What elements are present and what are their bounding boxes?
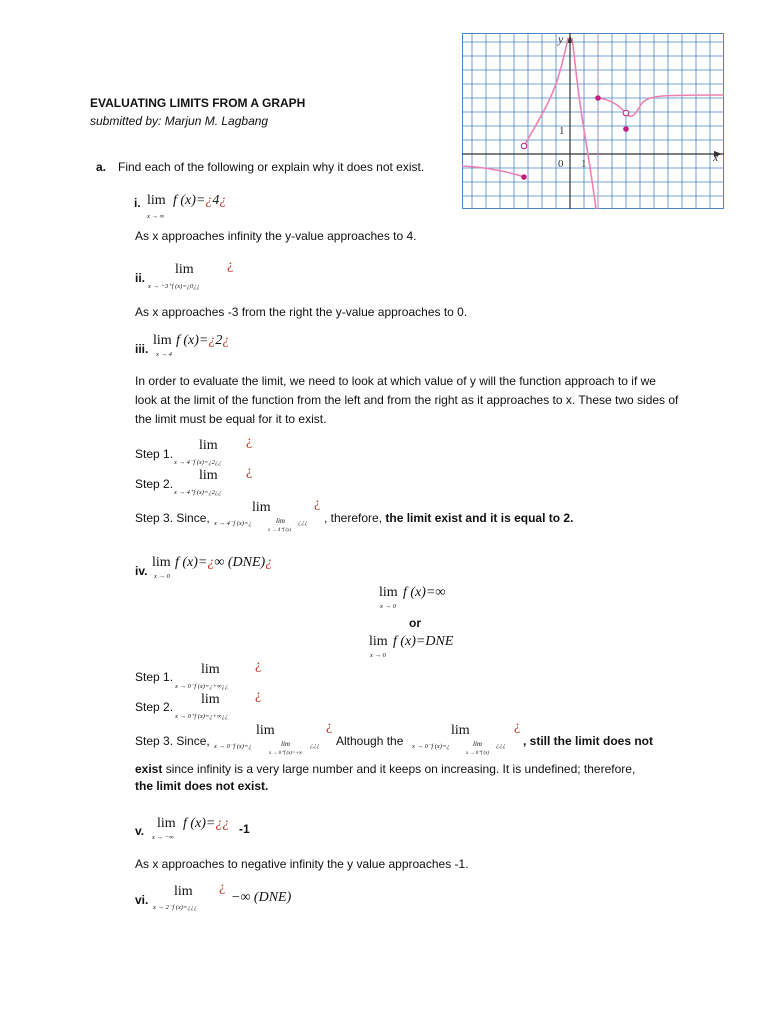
step3-mid: Although the <box>336 734 404 748</box>
sub-small: x → 0⁺f (x) <box>466 751 490 756</box>
unknown-char: ¿ <box>208 333 216 348</box>
expr: f (x)= <box>183 816 216 831</box>
sub-lim: lim <box>473 740 482 748</box>
sub-small: x → 0⁺f (x)=+∞ <box>269 751 303 756</box>
unknown-char: ¿ <box>219 193 227 208</box>
lim-value: 2 <box>215 333 223 348</box>
sub-lim: lim <box>281 740 290 748</box>
lim-subscript: x → 4 <box>156 351 172 358</box>
item-label: i. <box>134 196 141 210</box>
lim-word: lim <box>201 692 220 707</box>
step3-mid <box>324 509 573 528</box>
center-expression-1: f (x)=∞ <box>403 585 446 600</box>
lim-subscript: x → 4⁻f (x)=¿2¿¿ <box>174 459 222 466</box>
unknown-char: ¿ <box>227 258 234 273</box>
unknown-char: ¿ <box>219 880 226 895</box>
answer-ii: As x approaches -3 from the right the y-value approaches to 0. <box>135 305 468 319</box>
lim-word: lim <box>369 634 388 649</box>
item-label: ii. <box>135 271 146 285</box>
lim-subscript: x → 0 <box>380 603 396 610</box>
step-label: Step 2. <box>135 700 174 714</box>
item-label: iii. <box>135 342 149 356</box>
iv-line3 <box>135 777 268 796</box>
lim-word: lim <box>451 723 470 738</box>
x-tick-label: 1 <box>581 158 587 170</box>
expr: f (x)= <box>173 193 206 208</box>
line2-rest: since infinity is a very large number and it keeps on increasing. It is undefined; therefore, <box>162 762 636 776</box>
lim-expression <box>176 333 229 349</box>
lim-word: lim <box>256 723 275 738</box>
lim-word: lim <box>147 193 166 208</box>
lim-expression <box>175 555 272 571</box>
or-label: or <box>409 616 421 630</box>
author-line: submitted by: Marjun M. Lagbang <box>90 114 269 128</box>
origin-label: 0 <box>558 158 564 170</box>
open-point <box>623 110 629 116</box>
lim-subscript: x → 0 <box>154 573 170 580</box>
step-label: Step 1. <box>135 447 174 461</box>
step-label: Step 3. Since, <box>135 511 210 525</box>
y-axis-label: y <box>558 33 564 46</box>
step3-mid-text: , therefore, <box>324 511 383 525</box>
lim-value: 4 <box>212 193 220 208</box>
closed-point <box>595 95 601 101</box>
sub-tail: ¿¿¿ <box>496 742 506 749</box>
lim-subscript: x → ∞ <box>147 213 165 220</box>
item-label: iv. <box>135 564 148 578</box>
answer-i: As x approaches infinity the y-value approaches to 4. <box>135 229 417 243</box>
unknown-char: ¿ <box>265 555 273 570</box>
part-prompt: Find each of the following or explain why it does not exist. <box>118 160 425 174</box>
lim-subscript: x → −3⁺f (x)=¿0¿¿ <box>148 283 200 290</box>
lim-subscript: x → 0⁻f (x)=¿ <box>214 743 252 750</box>
open-point <box>521 143 527 149</box>
unknown-char: ¿ <box>205 193 213 208</box>
answer-v: As x approaches to negative infinity the y value approaches -1. <box>135 857 469 871</box>
item-label: vi. <box>135 893 149 907</box>
period: . <box>265 779 269 793</box>
unknown-char: ¿ <box>246 464 253 479</box>
unknown-char: ¿ <box>326 719 333 734</box>
lim-value: ∞ (DNE) <box>214 555 266 570</box>
expr: f (x)= <box>175 555 208 570</box>
item-i <box>134 194 141 213</box>
lim-word: lim <box>157 816 176 831</box>
lim-subscript: x → 2⁻f (x)=¿¿¿ <box>153 904 198 911</box>
lim-subscript: x → 0⁻f (x)=¿ <box>412 743 450 750</box>
unknown-char: ¿ <box>255 688 262 703</box>
bold-conclusion: the limit does not exist <box>135 779 266 793</box>
function-graph <box>462 33 724 211</box>
unknown-char: ¿ <box>255 658 262 673</box>
sub-tail: ¿¿¿ <box>310 742 320 749</box>
explanation-iii: In order to evaluate the limit, we need to look at which value of y will the function approach to if we look at the limit of the function from the left and from the right as it approaches to x. These two sides of the limit must be equal for it to exist. <box>135 374 679 426</box>
closed-point <box>623 126 629 132</box>
lim-subscript: x → 0⁻f (x)=¿+∞¿¿ <box>175 683 229 690</box>
part-letter: a. <box>96 160 107 174</box>
expr: f (x)= <box>176 333 209 348</box>
step3-conclusion: , still the limit does not <box>523 734 654 748</box>
sub-tail: ¿¿¿ <box>298 519 308 526</box>
unknown-char: ¿ <box>514 719 521 734</box>
lim-word: lim <box>153 333 172 348</box>
closed-point <box>521 174 527 180</box>
step-label: Step 1. <box>135 670 174 684</box>
y-tick-label: 1 <box>559 125 565 137</box>
lim-word: lim <box>174 884 193 899</box>
lim-word: lim <box>201 662 220 677</box>
lim-subscript: x → 4⁺f (x)=¿2¿¿ <box>174 489 222 496</box>
lim-word: lim <box>199 468 218 483</box>
lim-expression <box>183 816 229 832</box>
lim-expression <box>173 193 226 209</box>
item-label: v. <box>135 824 145 838</box>
lim-subscript: x → 0⁺f (x)=¿+∞¿¿ <box>175 713 229 720</box>
unknown-char: ¿ <box>207 555 215 570</box>
unknown-char: ¿ <box>222 333 230 348</box>
step-label: Step 3. Since, <box>135 734 210 748</box>
lim-word: lim <box>379 585 398 600</box>
center-expression-2: f (x)=DNE <box>393 634 454 649</box>
lim-word: lim <box>152 555 171 570</box>
document-title: EVALUATING LIMITS FROM A GRAPH <box>90 96 306 110</box>
lim-value: −∞ (DNE) <box>231 890 292 905</box>
bold-exist: exist <box>135 762 163 776</box>
sub-small: x → 4⁺f (x) <box>268 528 292 533</box>
step3-conclusion: the limit exist and it is equal to 2. <box>385 511 574 525</box>
lim-word: lim <box>175 262 194 277</box>
lim-subscript: x → 0 <box>370 652 386 659</box>
sub-lim: lim <box>276 517 285 525</box>
unknown-char: ¿ <box>314 496 321 511</box>
unknown-char: ¿ <box>246 434 253 449</box>
lim-word: lim <box>199 438 218 453</box>
unknown-char: ¿¿ <box>215 816 230 831</box>
x-axis-label: x <box>713 150 719 164</box>
lim-subscript: x → 4⁻f (x)=¿ <box>214 520 252 527</box>
step-label: Step 2. <box>135 477 174 491</box>
lim-value: -1 <box>239 822 250 836</box>
lim-subscript: x → −∞ <box>152 834 174 841</box>
lim-word: lim <box>252 500 271 515</box>
